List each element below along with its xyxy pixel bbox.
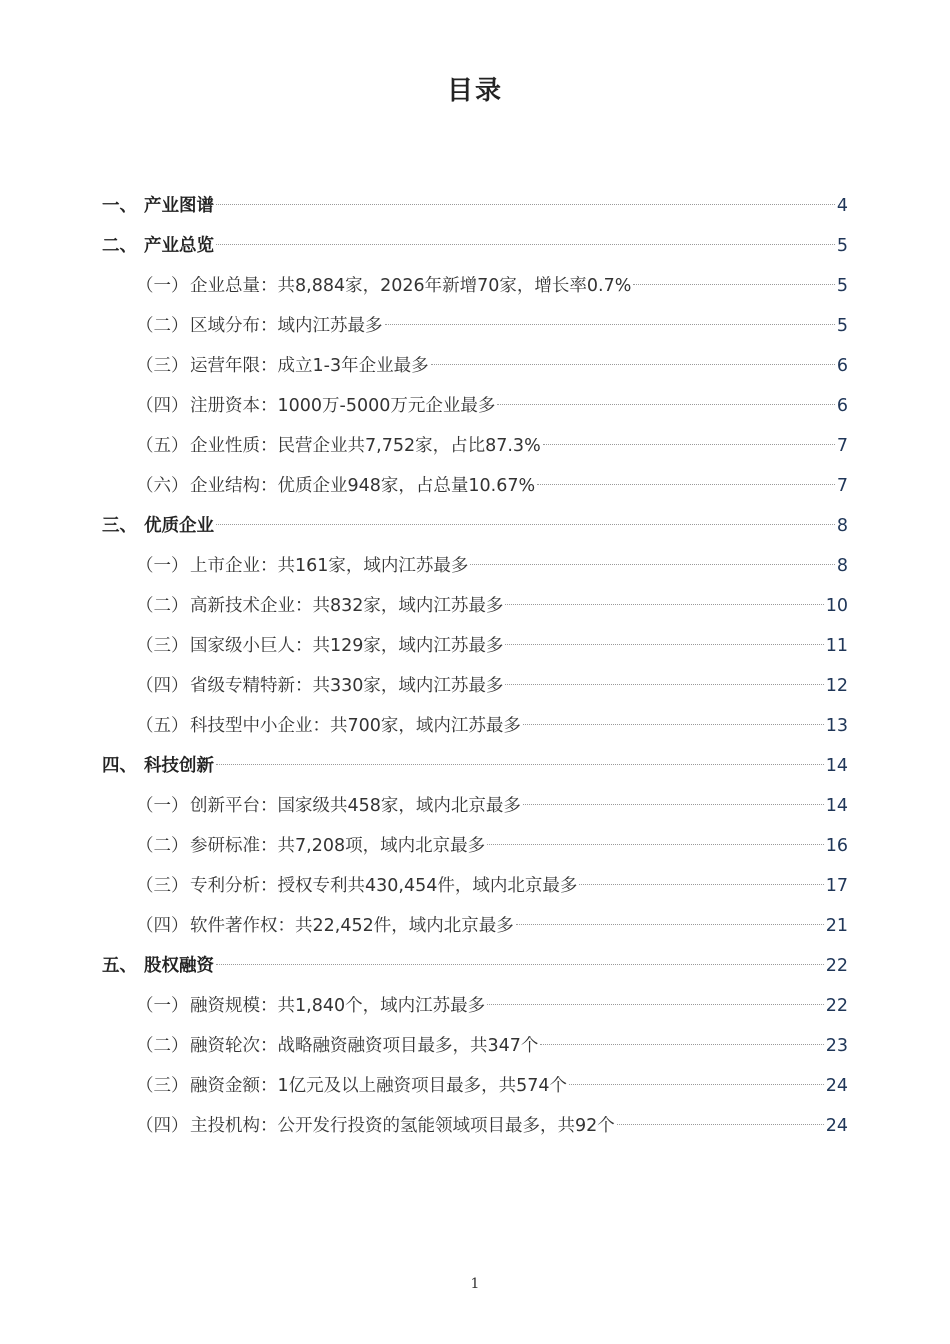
toc-entry-number: （四） — [136, 396, 189, 416]
toc-entry-label: 产业总览 — [144, 236, 214, 256]
toc-entry-number: 三、 — [102, 516, 137, 536]
toc-entry-number: 二、 — [102, 236, 137, 256]
toc-entry-label: 注册资本：1000万-5000万元企业最多 — [190, 396, 496, 416]
toc-entry-label: 融资规模：共1,840个，域内江苏最多 — [190, 996, 486, 1016]
toc-dot-leader — [505, 644, 823, 645]
toc-entry-page-number: 14 — [825, 796, 848, 816]
toc-subsection-entry[interactable] — [102, 1106, 848, 1146]
toc-entry-page-number: 21 — [825, 916, 848, 936]
toc-subsection-entry[interactable] — [102, 786, 848, 826]
toc-entry-page-number: 14 — [825, 756, 848, 776]
toc-subsection-entry[interactable] — [102, 266, 848, 306]
toc-entry-number: （二） — [136, 596, 189, 616]
toc-entry-number: （二） — [136, 1036, 189, 1056]
toc-entry-label: 科技型中小企业：共700家，域内江苏最多 — [190, 716, 521, 736]
toc-entry-number: （一） — [136, 276, 189, 296]
toc-dot-leader — [523, 724, 824, 725]
toc-entry-page-number: 7 — [836, 436, 848, 456]
toc-entry-number: （一） — [136, 796, 189, 816]
toc-entry-number: （三） — [136, 1076, 189, 1096]
toc-entry-page-number: 24 — [825, 1116, 848, 1136]
toc-section-entry[interactable] — [102, 506, 848, 546]
toc-entry-number: （二） — [136, 316, 189, 336]
toc-entry-number: 五、 — [102, 956, 137, 976]
toc-entry-page-number: 8 — [836, 516, 848, 536]
toc-dot-leader — [431, 364, 835, 365]
toc-entry-label: 主投机构：公开发行投资的氢能领域项目最多，共92个 — [190, 1116, 615, 1136]
toc-entry-label: 高新技术企业：共832家，域内江苏最多 — [190, 596, 504, 616]
toc-dot-leader — [617, 1124, 824, 1125]
toc-entry-page-number: 12 — [825, 676, 848, 696]
toc-entry-label: 企业总量：共8,884家，2026年新增70家，增长率0.7% — [190, 276, 632, 296]
toc-entry-page-number: 16 — [825, 836, 848, 856]
toc-entry-page-number: 5 — [836, 236, 848, 256]
toc-subsection-entry[interactable] — [102, 706, 848, 746]
toc-entry-page-number: 23 — [825, 1036, 848, 1056]
toc-dot-leader — [216, 524, 835, 525]
toc-subsection-entry[interactable] — [102, 826, 848, 866]
toc-dot-leader — [516, 924, 824, 925]
toc-entry-page-number: 22 — [825, 956, 848, 976]
toc-entry-label: 专利分析：授权专利共430,454件，域内北京最多 — [190, 876, 578, 896]
toc-entry-label: 企业性质：民营企业共7,752家，占比87.3% — [190, 436, 541, 456]
toc-dot-leader — [216, 964, 824, 965]
toc-dot-leader — [505, 684, 823, 685]
toc-section-entry[interactable] — [102, 226, 848, 266]
toc-dot-leader — [216, 204, 835, 205]
toc-entry-number: （二） — [136, 836, 189, 856]
toc-section-entry[interactable] — [102, 946, 848, 986]
toc-entry-page-number: 5 — [836, 276, 848, 296]
toc-entry-label: 产业图谱 — [144, 196, 214, 216]
toc-entry-page-number: 22 — [825, 996, 848, 1016]
toc-dot-leader — [216, 244, 835, 245]
toc-entry-number: （六） — [136, 476, 189, 496]
toc-dot-leader — [216, 764, 824, 765]
toc-subsection-entry[interactable] — [102, 1066, 848, 1106]
toc-entry-page-number: 8 — [836, 556, 848, 576]
toc-entry-number: （四） — [136, 1116, 189, 1136]
toc-dot-leader — [537, 484, 835, 485]
toc-entry-label: 创新平台：国家级共458家，域内北京最多 — [190, 796, 521, 816]
toc-dot-leader — [470, 564, 834, 565]
toc-entry-page-number: 5 — [836, 316, 848, 336]
toc-entry-number: （五） — [136, 716, 189, 736]
toc-entry-label: 融资金额：1亿元及以上融资项目最多，共574个 — [190, 1076, 568, 1096]
toc-subsection-entry[interactable] — [102, 306, 848, 346]
toc-entry-number: 四、 — [102, 756, 137, 776]
toc-entry-label: 国家级小巨人：共129家，域内江苏最多 — [190, 636, 504, 656]
toc-entry-label: 优质企业 — [144, 516, 214, 536]
toc-subsection-entry[interactable] — [102, 1026, 848, 1066]
toc-entry-page-number: 17 — [825, 876, 848, 896]
toc-entry-label: 省级专精特新：共330家，域内江苏最多 — [190, 676, 504, 696]
toc-dot-leader — [579, 884, 823, 885]
toc-entry-number: （三） — [136, 876, 189, 896]
toc-subsection-entry[interactable] — [102, 426, 848, 466]
toc-entry-label: 软件著作权：共22,452件，域内北京最多 — [190, 916, 514, 936]
toc-section-entry[interactable] — [102, 746, 848, 786]
toc-subsection-entry[interactable] — [102, 866, 848, 906]
toc-subsection-entry[interactable] — [102, 626, 848, 666]
toc-entry-page-number: 13 — [825, 716, 848, 736]
toc-entry-page-number: 7 — [836, 476, 848, 496]
toc-entry-page-number: 6 — [836, 396, 848, 416]
toc-entry-label: 区域分布：域内江苏最多 — [190, 316, 383, 336]
toc-subsection-entry[interactable] — [102, 586, 848, 626]
toc-entry-label: 融资轮次：战略融资融资项目最多，共347个 — [190, 1036, 539, 1056]
toc-dot-leader — [497, 404, 834, 405]
toc-entry-number: （四） — [136, 676, 189, 696]
toc-subsection-entry[interactable] — [102, 386, 848, 426]
toc-entry-number: （四） — [136, 916, 189, 936]
toc-dot-leader — [543, 444, 835, 445]
toc-entry-number: （五） — [136, 436, 189, 456]
toc-entry-page-number: 10 — [825, 596, 848, 616]
toc-entry-label: 企业结构：优质企业948家，占总量10.67% — [190, 476, 536, 496]
toc-subsection-entry[interactable] — [102, 346, 848, 386]
toc-entry-page-number: 11 — [825, 636, 848, 656]
toc-subsection-entry[interactable] — [102, 546, 848, 586]
table-of-contents — [102, 186, 848, 1146]
toc-entry-number: （一） — [136, 556, 189, 576]
toc-entry-label: 参研标准：共7,208项，域内北京最多 — [190, 836, 486, 856]
toc-entry-page-number: 4 — [836, 196, 848, 216]
toc-entry-label: 科技创新 — [144, 756, 214, 776]
toc-entry-number: （三） — [136, 356, 189, 376]
toc-subsection-entry[interactable] — [102, 986, 848, 1026]
toc-dot-leader — [569, 1084, 824, 1085]
toc-entry-page-number: 24 — [825, 1076, 848, 1096]
toc-dot-leader — [523, 804, 824, 805]
toc-dot-leader — [540, 1044, 823, 1045]
toc-dot-leader — [633, 284, 834, 285]
toc-entry-label: 股权融资 — [144, 956, 214, 976]
toc-entry-page-number: 6 — [836, 356, 848, 376]
toc-dot-leader — [487, 844, 824, 845]
toc-dot-leader — [487, 1004, 824, 1005]
toc-dot-leader — [505, 604, 823, 605]
toc-section-entry[interactable] — [102, 186, 848, 226]
page-title: 目录 — [446, 76, 503, 106]
toc-entry-number: 一、 — [102, 196, 137, 216]
toc-subsection-entry[interactable] — [102, 466, 848, 506]
toc-entry-number: （三） — [136, 636, 189, 656]
toc-entry-label: 运营年限：成立1-3年企业最多 — [190, 356, 429, 376]
toc-entry-number: （一） — [136, 996, 189, 1016]
page-number-footer: 1 — [470, 1276, 480, 1292]
toc-dot-leader — [385, 324, 835, 325]
toc-subsection-entry[interactable] — [102, 906, 848, 946]
toc-subsection-entry[interactable] — [102, 666, 848, 706]
toc-entry-label: 上市企业：共161家，域内江苏最多 — [190, 556, 469, 576]
